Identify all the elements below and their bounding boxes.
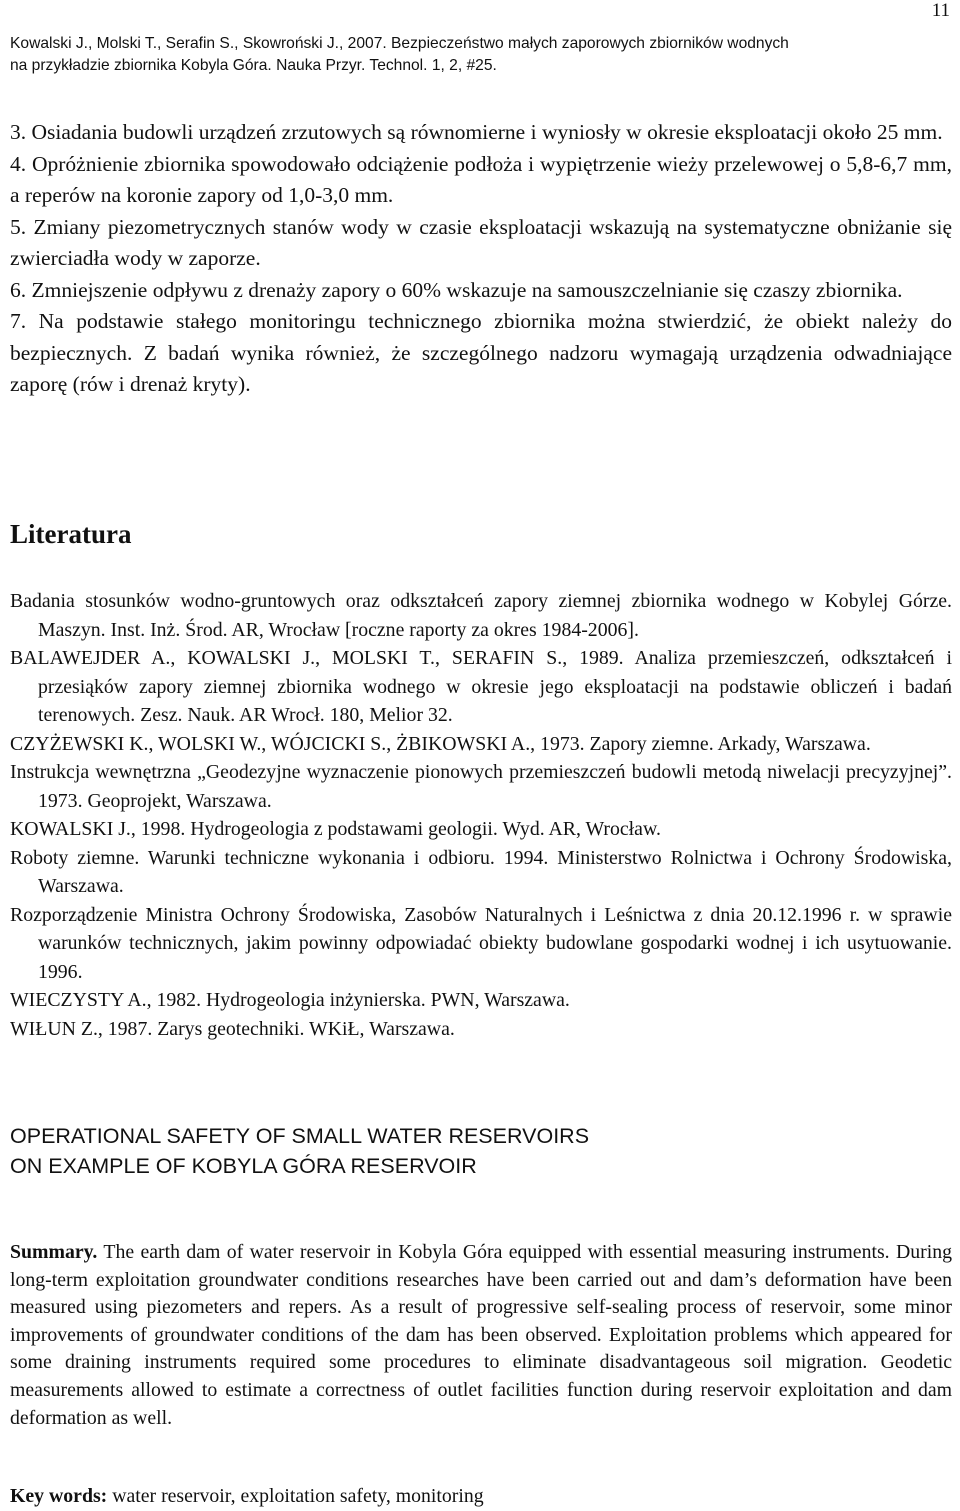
summary-label: Summary. (10, 1241, 98, 1263)
english-title-line-1: OPERATIONAL SAFETY OF SMALL WATER RESERVOIRS (10, 1124, 590, 1148)
reference-item: Roboty ziemne. Warunki techniczne wykonania i odbioru. 1994. Ministerstwo Rolnictwa i Ochrony Środowiska, Warszawa. (10, 846, 952, 897)
reference-item: Rozporządzenie Ministra Ochrony Środowiska, Zasobów Naturalnych i Leśnictwa z dnia 20.12.1996 r. w sprawie warunków technicznych, jakim powinny odpowiadać obiekty budowlane gospodarki wodnej i ich usytuowanie. 1996. (10, 903, 952, 983)
conclusion-item: 6. Zmniejszenie odpływu z drenaży zapory o 60% wskazuje na samouszczelnianie się czaszy zbiornika. (10, 277, 903, 302)
reference-item: BALAWEJDER A., KOWALSKI J., MOLSKI T., SERAFIN S., 1989. Analiza przemieszczeń, odkształceń i przesiąków zapory ziemnej zbiornika wodnego w okresie jego eksploatacji na podstawie obliczeń i badań terenowych. Zesz. Nauk. AR Wrocł. 180, Melior 32. (10, 647, 952, 726)
english-title (10, 1121, 589, 1181)
english-title-line-2: ON EXAMPLE OF KOBYLA GÓRA RESERVOIR (10, 1154, 477, 1178)
citation-line-2: na przykładzie zbiornika Kobyla Góra. Nauka Przyr. Technol. 1, 2, #25. (10, 57, 497, 74)
conclusions-list (10, 117, 952, 401)
literature-heading: Literatura (10, 519, 132, 549)
reference-item: Badania stosunków wodno-gruntowych oraz odkształceń zapory ziemnej zbiornika wodnego w Kobylej Górze. Maszyn. Inst. Inż. Środ. AR, Wrocław [roczne raporty za okres 1984-2006]. (10, 590, 952, 641)
citation-line-1: Kowalski J., Molski T., Serafin S., Skowroński J., 2007. Bezpieczeństwo małych zaporowych zbiorników wodnych (10, 35, 789, 52)
summary-text: The earth dam of water reservoir in Kobyla Góra equipped with essential measuring instruments. During long-term exploitation groundwater conditions researches have been carried out and dam’s deformation have been measured using piezometers and repers. As a result of progressive self-sealing process of reservoir, some minor improvements of groundwater conditions of the dam has been observed. Exploitation problems which appeared for some draining instruments required some procedures to eliminate disadvantageous soil migration. Geodetic measurements allowed to estimate a correctness of outlet facilities function during reservoir exploitation and dam deformation as well. (10, 1241, 952, 1429)
reference-item: WIECZYSTY A., 1982. Hydrogeologia inżynierska. PWN, Warszawa. (10, 989, 570, 1011)
conclusion-item: 3. Osiadania budowli urządzeń zrzutowych są równomierne i wyniosły w okresie eksploatacji około 25 mm. (10, 120, 943, 144)
conclusion-item: 7. Na podstawie stałego monitoringu technicznego zbiornika można stwierdzić, że obiekt należy do bezpiecznych. Z badań wynika również, że szczególnego nadzoru wymagają urządzenia odwadniające zaporę (rów i drenaż kryty). (10, 309, 952, 396)
keywords-line (10, 1483, 484, 1510)
keywords-label: Key words: (10, 1485, 108, 1507)
conclusion-item: 5. Zmiany piezometrycznych stanów wody w czasie eksploatacji wskazują na systematyczne obniżanie się zwierciadła wody w zaporze. (10, 214, 952, 270)
reference-item: KOWALSKI J., 1998. Hydrogeologia z podstawami geologii. Wyd. AR, Wrocław. (10, 818, 661, 840)
citation-header (10, 33, 952, 77)
summary-paragraph (10, 1239, 952, 1432)
reference-item: Instrukcja wewnętrzna „Geodezyjne wyznaczenie pionowych przemieszczeń budowli metodą niwelacji precyzyjnej”. 1973. Geoprojekt, Warszawa. (10, 761, 952, 812)
page-number: 11 (931, 0, 950, 21)
keywords-text: water reservoir, exploitation safety, monitoring (107, 1485, 484, 1507)
conclusion-item: 4. Opróżnienie zbiornika spowodowało odciążenie podłoża i wypiętrzenie wieży przelewowej o 5,8-6,7 mm, a reperów na koronie zapory od 1,0-3,0 mm. (10, 151, 952, 207)
reference-item: WIŁUN Z., 1987. Zarys geotechniki. WKiŁ, Warszawa. (10, 1017, 455, 1040)
reference-item: CZYŻEWSKI K., WOLSKI W., WÓJCICKI S., ŻBIKOWSKI A., 1973. Zapory ziemne. Arkady, Warszawa. (10, 732, 871, 755)
reference-list (10, 587, 952, 1043)
